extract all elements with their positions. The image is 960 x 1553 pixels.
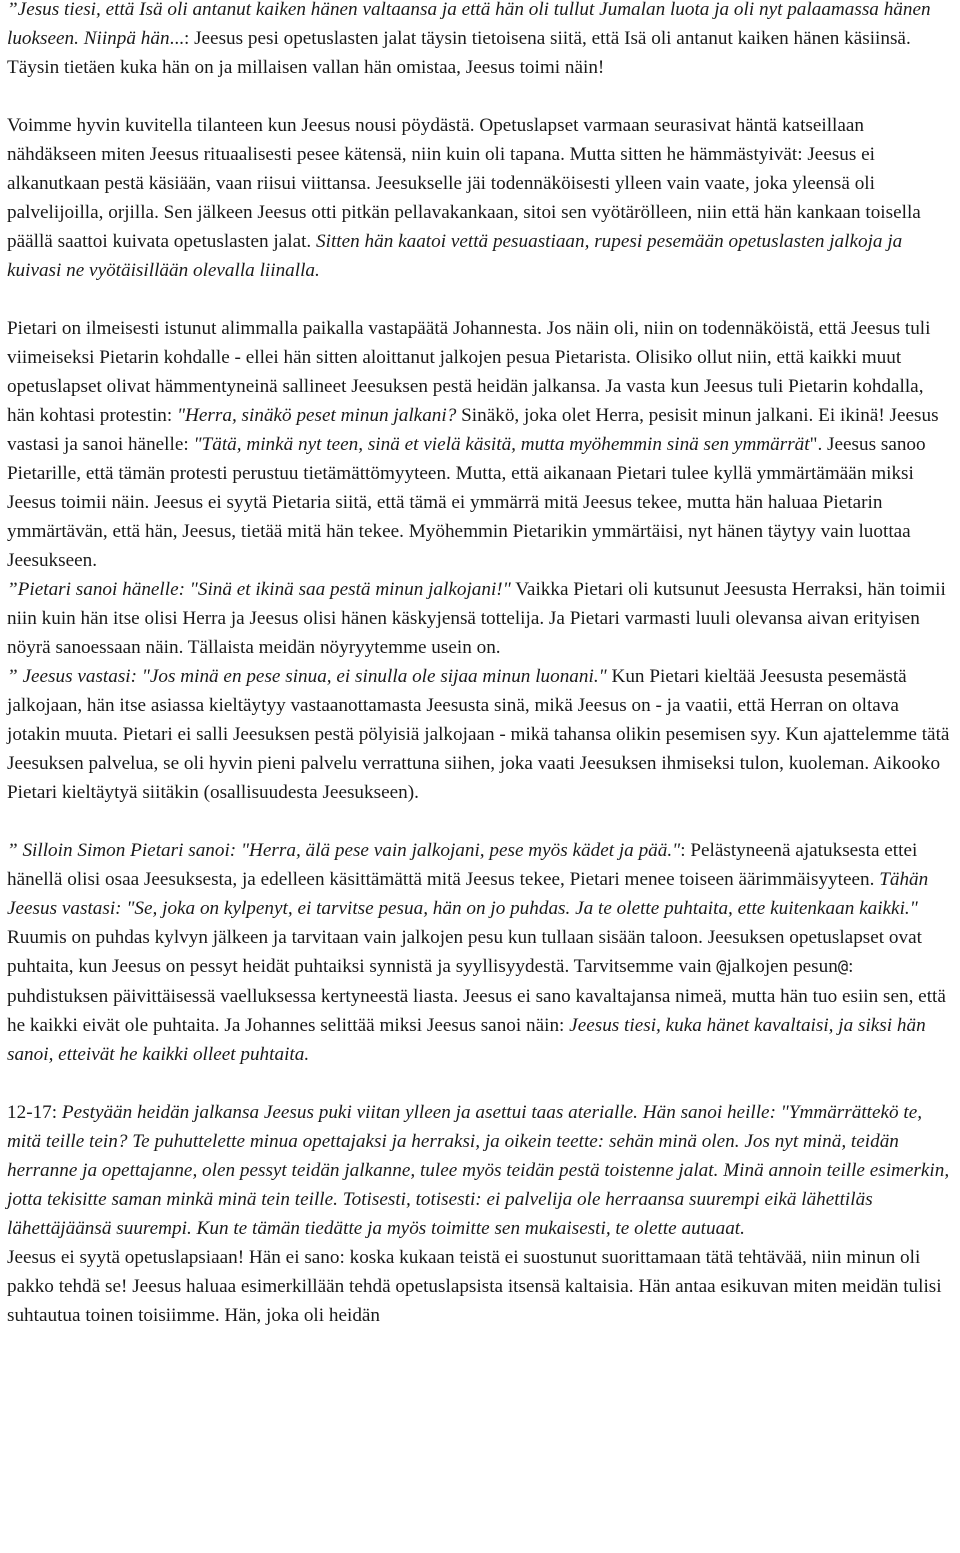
text-span: Pestyään heidän jalkansa Jeesus puki viitan ylleen ja asettui taas aterialle. Hän sanoi heille: "Ymmärrättekö te, mitä teille tein? Te puhuttelette minua opettajaksi ja herraksi, ja oikein teette: sehän minä olen. Jos nyt minä, teidän herranne ja opettajanne, olen pessyt teidän jalkanne, tulee myös teidän pestä toistenne jalat. Minä annoin teille esimerkin, jotta tekisitte saman minkä minä tein teille. Totisesti, totisesti: ei palvelija ole herraansa suurempi eikä lähettiläs lähettäjäänsä suurempi. Kun te tämän tiedätte ja myös toimitte sen mukaisesti, te olette autuaat. xyxy=(7,1102,950,1239)
text-span: : puhdistuksen päivittäisessä vaelluksessa kertyneestä liasta. Jeesus ei sano kavaltajansa nimeä, mutta hän tuo esiin sen, että he kaikki eivät ole puhtaita. Ja Johannes selittää miksi Jeesus sanoi näin: xyxy=(7,956,946,1036)
text-span: Jeesus ei syytä opetuslapsiaan! Hän ei sano: koska kukaan teistä ei suostunut suorittamaan tätä tehtävää, niin minun oli pakko tehdä se! Jeesus haluaa esimerkillään tehdä opetuslapsista itsensä kaltaisia. Hän antaa esikuvan miten meidän tulisi suhtautua toinen toisiimme. Hän, joka oli heidän xyxy=(7,1247,942,1326)
text-span: Ruumis on puhdas kylvyn jälkeen ja tarvitaan vain jalkojen pesu kun tullaan sisään taloon. Jeesuksen opetuslapset ovat puhtaita, kun Jeesus on pessyt heidät puhtaiksi synnistä ja syyllisyydestä. Tarvitsemme vain xyxy=(7,927,922,977)
paragraph-1 xyxy=(7,0,954,82)
paragraph-gap xyxy=(7,285,954,314)
text-span: Kun Pietari kieltää Jeesusta pesemästä jalkojaan, hän itse asiassa kieltäytyy vastaanottamasta Jeesusta sinä, mikä Jeesus on - ja vaatii, että Herran on oltava jotakin muuta. Pietari ei salli Jeesuksen pestä pölyisiä jalkojaan - mikä tahansa olikin pesemisen syy. Kun ajattelemme tätä Jeesuksen palvelua, se oli hyvin pieni palvelu verrattuna siihen, joka vaati Jeesuksen ihmiseksi tulon, kuoleman. Aikooko Pietari kieltäytyä siitäkin (osallisuudesta Jeesukseen). xyxy=(7,666,950,803)
text-span: ” Jeesus vastasi: "Jos minä en pese sinua, ei sinulla ole sijaa minun luonani." xyxy=(7,666,607,687)
text-span: : Pelästyneenä ajatuksesta ettei hänellä olisi osaa Jeesuksesta, ja edelleen käsittämättä mitä Jeesus tekee, Pietari menee toiseen äärimmäisyyteen. xyxy=(7,840,918,890)
text-span: Sitten hän kaatoi vettä pesuastiaan, rupesi pesemään opetuslasten jalkoja ja kuivasi ne vyötäisillään olevalla liinalla. xyxy=(7,231,903,281)
text-span: Pietari on ilmeisesti istunut alimmalla paikalla vastapäätä Johannesta. Jos näin oli, niin on todennäköistä, että Jeesus tuli viimeiseksi Pietarin kohdalle - ellei hän sitten aloittanut jalkojen pesua Pietarista. Olisiko ollut niin, että kaikki muut opetuslapset olivat hämmentyneinä sallineet Jeesuksen pestä heidän jalkansa. Ja vasta kun Jeesus tuli Pietarin kohdalla, hän kohtasi protestin: xyxy=(7,318,931,426)
paragraph-gap xyxy=(7,807,954,836)
text-span: ”Pietari sanoi hänelle: "Sinä et ikinä saa pestä minun jalkojani!" xyxy=(7,579,511,600)
at-sign-glyph: @ xyxy=(837,957,849,977)
text-span: "Tätä, minkä nyt teen, sinä et vielä käsitä, mutta myöhemmin sinä sen ymmärrät xyxy=(193,434,810,455)
text-span: ” Silloin Simon Pietari sanoi: "Herra, älä pese vain jalkojani, pese myös kädet ja pää." xyxy=(7,840,681,861)
text-span: ". Jeesus sanoo Pietarille, että tämän protesti perustuu tietämättömyyteen. Mutta, että aikanaan Pietari tulee kyllä ymmärtämään miksi Jeesus toimii näin. Jeesus ei syytä Pietaria siitä, että tämä ei ymmärrä mitä Jeesus tekee, mutta hän haluaa Pietarin ymmärtävän, että hän, Jeesus, tietää mitä hän tekee. Myöhemmin Pietarikin ymmärtäisi, nyt hänen täytyy vain luottaa Jeesukseen. xyxy=(7,434,926,571)
paragraph-gap xyxy=(7,82,954,111)
text-span: jalkojen pesun xyxy=(726,956,838,977)
paragraph-gap xyxy=(7,1069,954,1098)
text-span: Vaikka Pietari oli kutsunut Jeesusta Herraksi, hän toimii niin kuin hän itse olisi Herra ja Jeesus olisi hänen käskyjensä tottelija. Ja Pietari varmasti luuli olevansa aivan erityisen nöyrä sanoessaan näin. Tällaista meidän nöyryytemme usein on. xyxy=(7,579,946,658)
paragraph-4 xyxy=(7,836,954,1069)
paragraph-3 xyxy=(7,314,954,807)
text-span: Tähän Jeesus vastasi: "Se, joka on kylpenyt, ei tarvitse pesua, hän on jo puhdas. Ja te olette puhtaita, ette kuitenkaan kaikki." xyxy=(7,869,929,919)
text-span: ...: Jeesus pesi opetuslasten jalat täysin tietoisena siitä, että Isä oli antanut kaiken hänen käsiinsä. Täysin tietäen kuka hän on ja millaisen vallan hän omistaa, Jeesus toimi näin! xyxy=(7,28,911,78)
text-span: Voimme hyvin kuvitella tilanteen kun Jeesus nousi pöydästä. Opetuslapset varmaan seurasivat häntä katseillaan nähdäkseen miten Jeesus rituaalisesti pesee kätensä, niin kuin oli tapana. Mutta sitten he hämmästyivät: Jeesus ei alkanutkaan pestä käsiään, vaan riisui viittansa. Jeesukselle jäi todennäköisesti ylleen vain vaate, joka yleensä oli palvelijoilla, orjilla. Sen jälkeen Jeesus otti pitkän pellavakankaan, sitoi sen vyötärölleen, niin että hän kankaan toisella päällä saattoi kuivata opetuslasten jalat. xyxy=(7,115,921,252)
text-span: 12-17: xyxy=(7,1102,62,1123)
paragraph-5 xyxy=(7,1098,954,1330)
text-span: "Herra, sinäkö peset minun jalkani? xyxy=(177,405,457,426)
text-span: ”Jesus tiesi, että Isä oli antanut kaiken hänen valtaansa ja että hän oli tullut Jumalan luota ja oli nyt palaamassa hänen luokseen. Niinpä hän xyxy=(7,0,931,49)
at-sign-glyph: @ xyxy=(716,957,727,977)
paragraph-2 xyxy=(7,111,954,285)
text-span: Sinäkö, joka olet Herra, pesisit minun jalkani. Ei ikinä! Jeesus vastasi ja sanoi hänelle: xyxy=(7,405,939,455)
text-span: Jeesus tiesi, kuka hänet kavaltaisi, ja siksi hän sanoi, etteivät he kaikki olleet puhtaita. xyxy=(7,1015,926,1065)
